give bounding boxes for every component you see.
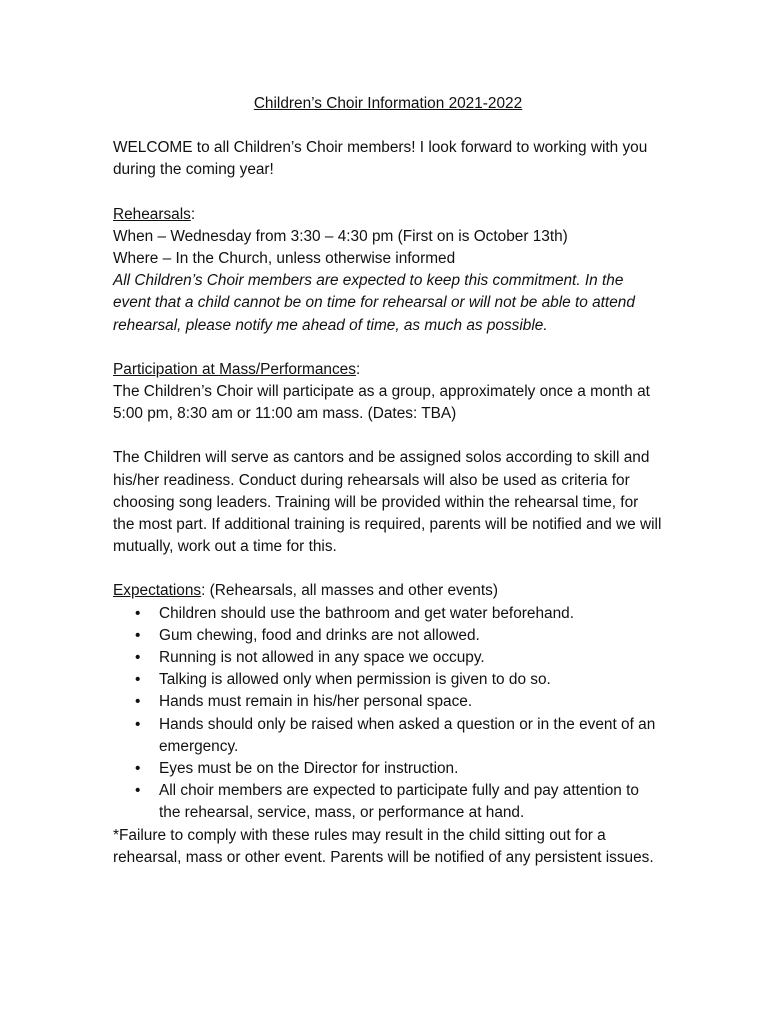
spacer bbox=[113, 337, 663, 359]
rehearsals-note: All Children’s Choir members are expected to keep this commitment. In the event that a child cannot be on time for rehearsal or will not be able to attend rehearsal, please notify me ahead of time, as much as possible. bbox=[113, 272, 635, 334]
document-body bbox=[113, 93, 663, 869]
participation-heading: Participation at Mass/Performances bbox=[113, 360, 356, 378]
bullet-icon: • bbox=[135, 693, 141, 711]
spacer bbox=[113, 425, 663, 447]
list-item bbox=[113, 647, 663, 669]
bullet-icon: • bbox=[135, 715, 141, 733]
list-item-text: Hands must remain in his/her personal space. bbox=[159, 693, 473, 711]
list-item-text: Eyes must be on the Director for instruction. bbox=[159, 760, 459, 778]
list-item-text: Gum chewing, food and drinks are not allowed. bbox=[159, 626, 480, 644]
expectations-list bbox=[113, 603, 663, 825]
bullet-icon: • bbox=[135, 626, 141, 644]
rehearsals-heading-suffix: : bbox=[190, 205, 196, 223]
list-item bbox=[113, 603, 663, 625]
list-item bbox=[113, 758, 663, 780]
list-item-text: Hands should only be raised when asked a question or in the event of an emergency. bbox=[159, 715, 656, 755]
spacer bbox=[113, 558, 663, 580]
rehearsals-where: Where – In the Church, unless otherwise informed bbox=[113, 250, 456, 268]
list-item bbox=[113, 625, 663, 647]
list-item-text: Running is not allowed in any space we occupy. bbox=[159, 649, 485, 667]
list-item bbox=[113, 691, 663, 713]
cantors-paragraph: The Children will serve as cantors and be assigned solos according to skill and his/her readiness. Conduct during rehearsals will also be used as criteria for choosing song leaders. Training will be provided within the rehearsal time, for the most part. If additional training is required, parents will be notified and we will mutually, work out a time for this. bbox=[113, 449, 662, 556]
rehearsals-heading-line bbox=[113, 204, 663, 226]
list-item-text: Children should use the bathroom and get water beforehand. bbox=[159, 604, 574, 622]
bullet-icon: • bbox=[135, 782, 141, 800]
page-title: Children’s Choir Information 2021-2022 bbox=[253, 95, 523, 112]
bullet-icon: • bbox=[135, 604, 141, 622]
rehearsals-when: When – Wednesday from 3:30 – 4:30 pm (First on is October 13th) bbox=[113, 227, 568, 245]
spacer bbox=[113, 182, 663, 204]
list-item bbox=[113, 780, 663, 824]
welcome-paragraph: WELCOME to all Children’s Choir members! I look forward to working with you during the coming year! bbox=[113, 139, 648, 179]
expectations-footnote: *Failure to comply with these rules may result in the child sitting out for a rehearsal, mass or other event. Parents will be notified of any persistent issues. bbox=[113, 826, 654, 866]
list-item-text: All choir members are expected to participate fully and pay attention to the rehearsal, service, mass, or performance at hand. bbox=[159, 782, 639, 822]
bullet-icon: • bbox=[135, 760, 141, 778]
expectations-heading: Expectations bbox=[113, 582, 202, 600]
list-item-text: Talking is allowed only when permission is given to do so. bbox=[159, 671, 551, 689]
list-item bbox=[113, 714, 663, 758]
participation-text: The Children’s Choir will participate as a group, approximately once a month at 5:00 pm, 8:30 am or 11:00 am mass. (Dates: TBA) bbox=[113, 383, 650, 423]
participation-heading-line bbox=[113, 359, 663, 381]
bullet-icon: • bbox=[135, 671, 141, 689]
list-item bbox=[113, 669, 663, 691]
rehearsals-heading: Rehearsals bbox=[113, 205, 191, 223]
expectations-heading-suffix: : (Rehearsals, all masses and other events) bbox=[201, 582, 498, 600]
participation-heading-suffix: : bbox=[355, 360, 361, 378]
bullet-icon: • bbox=[135, 649, 141, 667]
expectations-heading-line bbox=[113, 580, 663, 602]
